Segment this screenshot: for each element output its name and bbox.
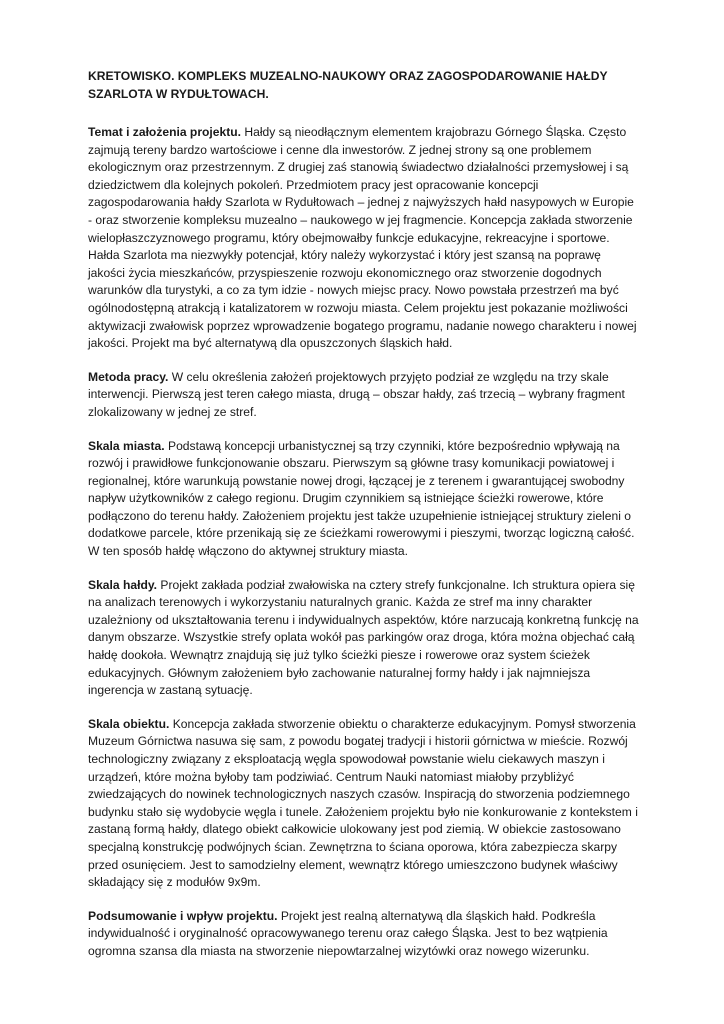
- section-podsumowanie: [88, 908, 640, 961]
- section-skala-haldy: [88, 577, 640, 700]
- section-skala-miasta: [88, 438, 640, 561]
- section-metoda: [88, 369, 640, 422]
- section-heading: Skala hałdy.: [88, 577, 158, 592]
- section-text: Projekt zakłada podział zwałowiska na cztery strefy funkcjonalne. Ich struktura opiera się na analizach terenowych i wykorzystaniu naturalnych granic. Każda ze stref ma inny charakter uzależniony od ukształtowania terenu i indywidualnych aspektów, które narzucają konkretną funkcję na danym obszarze. Wszystkie strefy oplata wokół pas parkingów oraz droga, która można objechać całą hałdę dookoła. Wewnątrz znajdują się już tylko ścieżki piesze i rowerowe oraz system ścieżek edukacyjnych. Głównym założeniem było zachowanie naturalnej formy hałdy i jak najmniejsza ingerencja w zastaną sytuację.: [88, 577, 639, 698]
- section-text: Koncepcja zakłada stworzenie obiektu o charakterze edukacyjnym. Pomysł stworzenia Muzeum Górnictwa nasuwa się sam, z powodu bogatej tradycji i historii górnictwa w mieście. Rozwój technologiczny związany z eksploatacją węgla spowodował powstanie wielu ciekawych maszyn i urządzeń, które można byłoby tam podziwiać. Centrum Nauki natomiast miałoby przybliżyć zwiedzających do nowinek technologicznych naszych czasów. Inspiracją do stworzenia podziemnego budynku stało się wydobycie węgla i tunele. Założeniem projektu było nie konkurowanie z kontekstem i zastaną formą hałdy, dlatego obiekt całkowicie ulokowany jest pod ziemią. W obiekcie zastosowano specjalną konstrukcję podwójnych ścian. Zewnętrzna to ściana oporowa, która zabezpiecza skarpy przed osunięciem. Jest to samodzielny element, wewnątrz którego umieszczono budynek właściwy składający się z modułów 9x9m.: [88, 716, 638, 890]
- section-text: Hałdy są nieodłącznym elementem krajobrazu Górnego Śląska. Często zajmują tereny bardzo wartościowe i cenne dla inwestorów. Z jednej strony są one problemem ekologicznym oraz przestrzennym. Z drugiej zaś stanowią świadectwo działalności przemysłowej i są dziedzictwem dla kolejnych pokoleń. Przedmiotem pracy jest opracowanie koncepcji zagospodarowania hałdy Szarlota w Rydułtowach – jednej z najwyższych hałd nasypowych w Europie - oraz stworzenie kompleksu muzealno – naukowego w jej fragmencie. Koncepcja zakłada stworzenie wielopłaszczyznowego programu, który obejmowałby funkcje edukacyjne, rekreacyjne i sportowe. Hałda Szarlota ma niezwykły potencjał, który należy wykorzystać i który jest szansą na poprawę jakości życia mieszkańców, przyspieszenie rozwoju ekonomicznego oraz stworzenie dogodnych warunków dla turystyki, a co za tym idzie - nowych miejsc pracy. Nowo powstała przestrzeń ma być ogólnodostępną atrakcją i katalizatorem w rozwoju miasta. Celem projektu jest pokazanie możliwości aktywizacji zwałowisk poprzez wprowadzenie bogatego programu, nadanie nowego charakteru i nowej jakości. Projekt ma być alternatywą dla opuszczonych śląskich hałd.: [88, 125, 637, 351]
- document-title: KRETOWISKO. KOMPLEKS MUZEALNO-NAUKOWY ORAZ ZAGOSPODAROWANIE HAŁDY SZARLOTA W RYDUŁTOWACH.: [88, 69, 608, 101]
- section-heading: Podsumowanie i wpływ projektu.: [88, 908, 278, 923]
- section-text: W celu określenia założeń projektowych przyjęto podział ze względu na trzy skale interwencji. Pierwszą jest teren całego miasta, drugą – obszar hałdy, zaś trzecią – wybrany fragment zlokalizowany w jednej ze stref.: [88, 369, 625, 419]
- section-heading: Skala miasta.: [88, 438, 165, 453]
- section-skala-obiektu: [88, 716, 640, 892]
- section-heading: Metoda pracy.: [88, 369, 169, 384]
- section-heading: Skala obiektu.: [88, 716, 170, 731]
- section-text: Projekt jest realną alternatywą dla śląskich hałd. Podkreśla indywidualność i oryginalność opracowywanego terenu oraz całego Śląska. Jest to bez wątpienia ogromna szansa dla miasta na stworzenie niepowtarzalnej wizytówki oraz nowego wizerunku.: [88, 908, 608, 958]
- section-text: Podstawą koncepcji urbanistycznej są trzy czynniki, które bezpośrednio wpływają na rozwój i prawidłowe funkcjonowanie obszaru. Pierwszym są główne trasy komunikacji powiatowej i regionalnej, które warunkują powstanie nowej drogi, łączącej je z terenem i gwarantującej swobodny napływ użytkowników z całego regionu. Drugim czynnikiem są istniejące ścieżki rowerowe, które podłączono do terenu hałdy. Założeniem projektu jest także uzupełnienie istniejącej struktury zieleni o dodatkowe parcele, które przenikają się ze ścieżkami rowerowymi i pieszymi, tworząc logiczną całość. W ten sposób hałdę włączono do aktywnej struktury miasta.: [88, 438, 635, 559]
- section-temat: [88, 124, 640, 353]
- document-page: [88, 68, 640, 977]
- section-heading: Temat i założenia projektu.: [88, 125, 241, 139]
